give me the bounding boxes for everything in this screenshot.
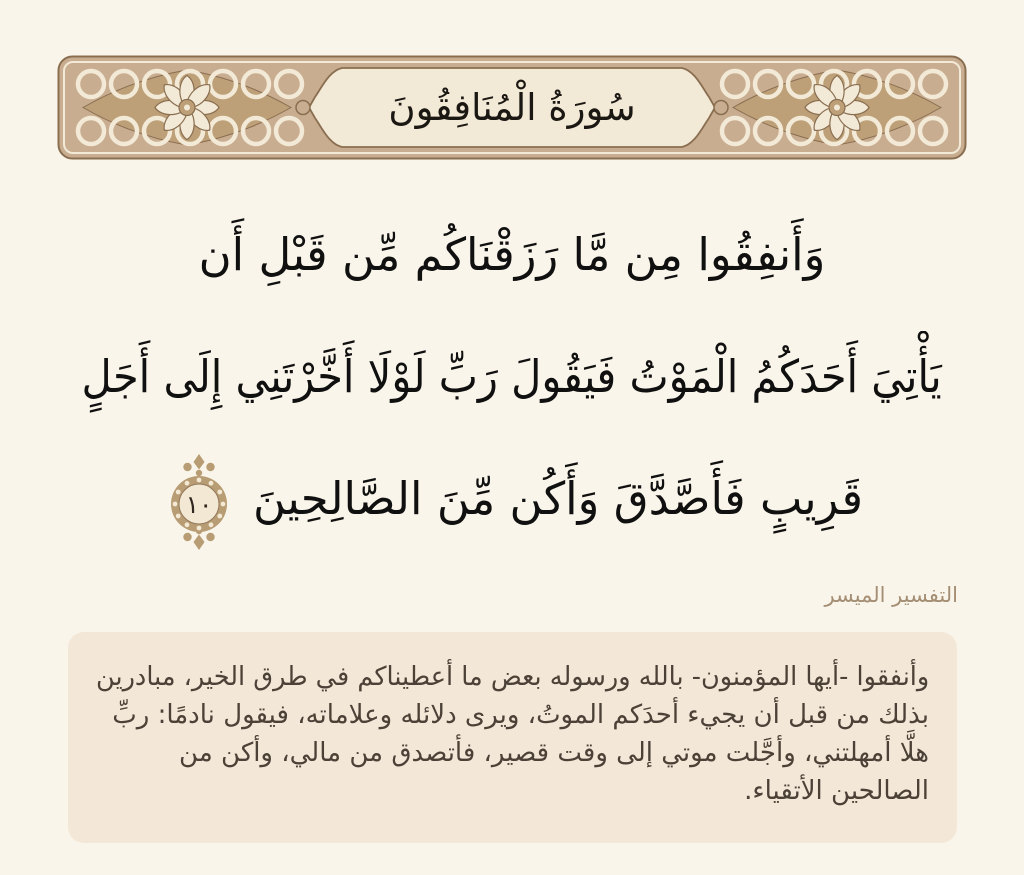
surah-title: سُورَةُ الْمُنَافِقُونَ — [388, 86, 636, 129]
tafsir-text-line: وأنفقوا -أيها المؤمنون- بالله ورسوله بعض ما أعطيناكم في طرق الخير، مبادرين — [95, 662, 929, 692]
banner-cartouche — [309, 68, 715, 147]
banner-ornament-right — [722, 70, 946, 145]
verse-line: قَرِيبٍ فَأَصَّدَّقَ وَأَكُن مِّنَ الصَّالِحِينَ ١٠ — [0, 438, 1024, 560]
tafsir-source-label: التفسير الميسر — [824, 583, 958, 607]
banner-ornament-left — [78, 70, 302, 145]
ayah-number: ١٠ — [185, 490, 213, 519]
banner-ornament — [57, 55, 967, 160]
ayah-number-medallion — [161, 452, 237, 552]
tafsir-text-line: الصالحين الأتقياء. — [744, 776, 929, 806]
surah-header-banner — [57, 55, 967, 160]
tafsir-text-line: بذلك من قبل أن يجيء أحدَكم الموتُ، ويرى دلائله وعلاماته، فيقول نادمًا: ربِّ — [112, 700, 929, 730]
verse-line: يَأْتِيَ أَحَدَكُمُ الْمَوْتُ فَيَقُولَ رَبِّ لَوْلَا أَخَّرْتَنِي إِلَى أَجَلٍ — [81, 350, 943, 403]
verse-text — [0, 194, 1024, 560]
verse-line: وَأَنفِقُوا مِن مَّا رَزَقْنَاكُم مِّن قَبْلِ أَن — [198, 228, 826, 281]
tafsir-card — [68, 632, 957, 843]
tafsir-text-line: هلَّا أمهلتني، وأجَّلت موتي إلى وقت قصير، فأتصدق من مالي، وأكن من — [179, 738, 929, 768]
